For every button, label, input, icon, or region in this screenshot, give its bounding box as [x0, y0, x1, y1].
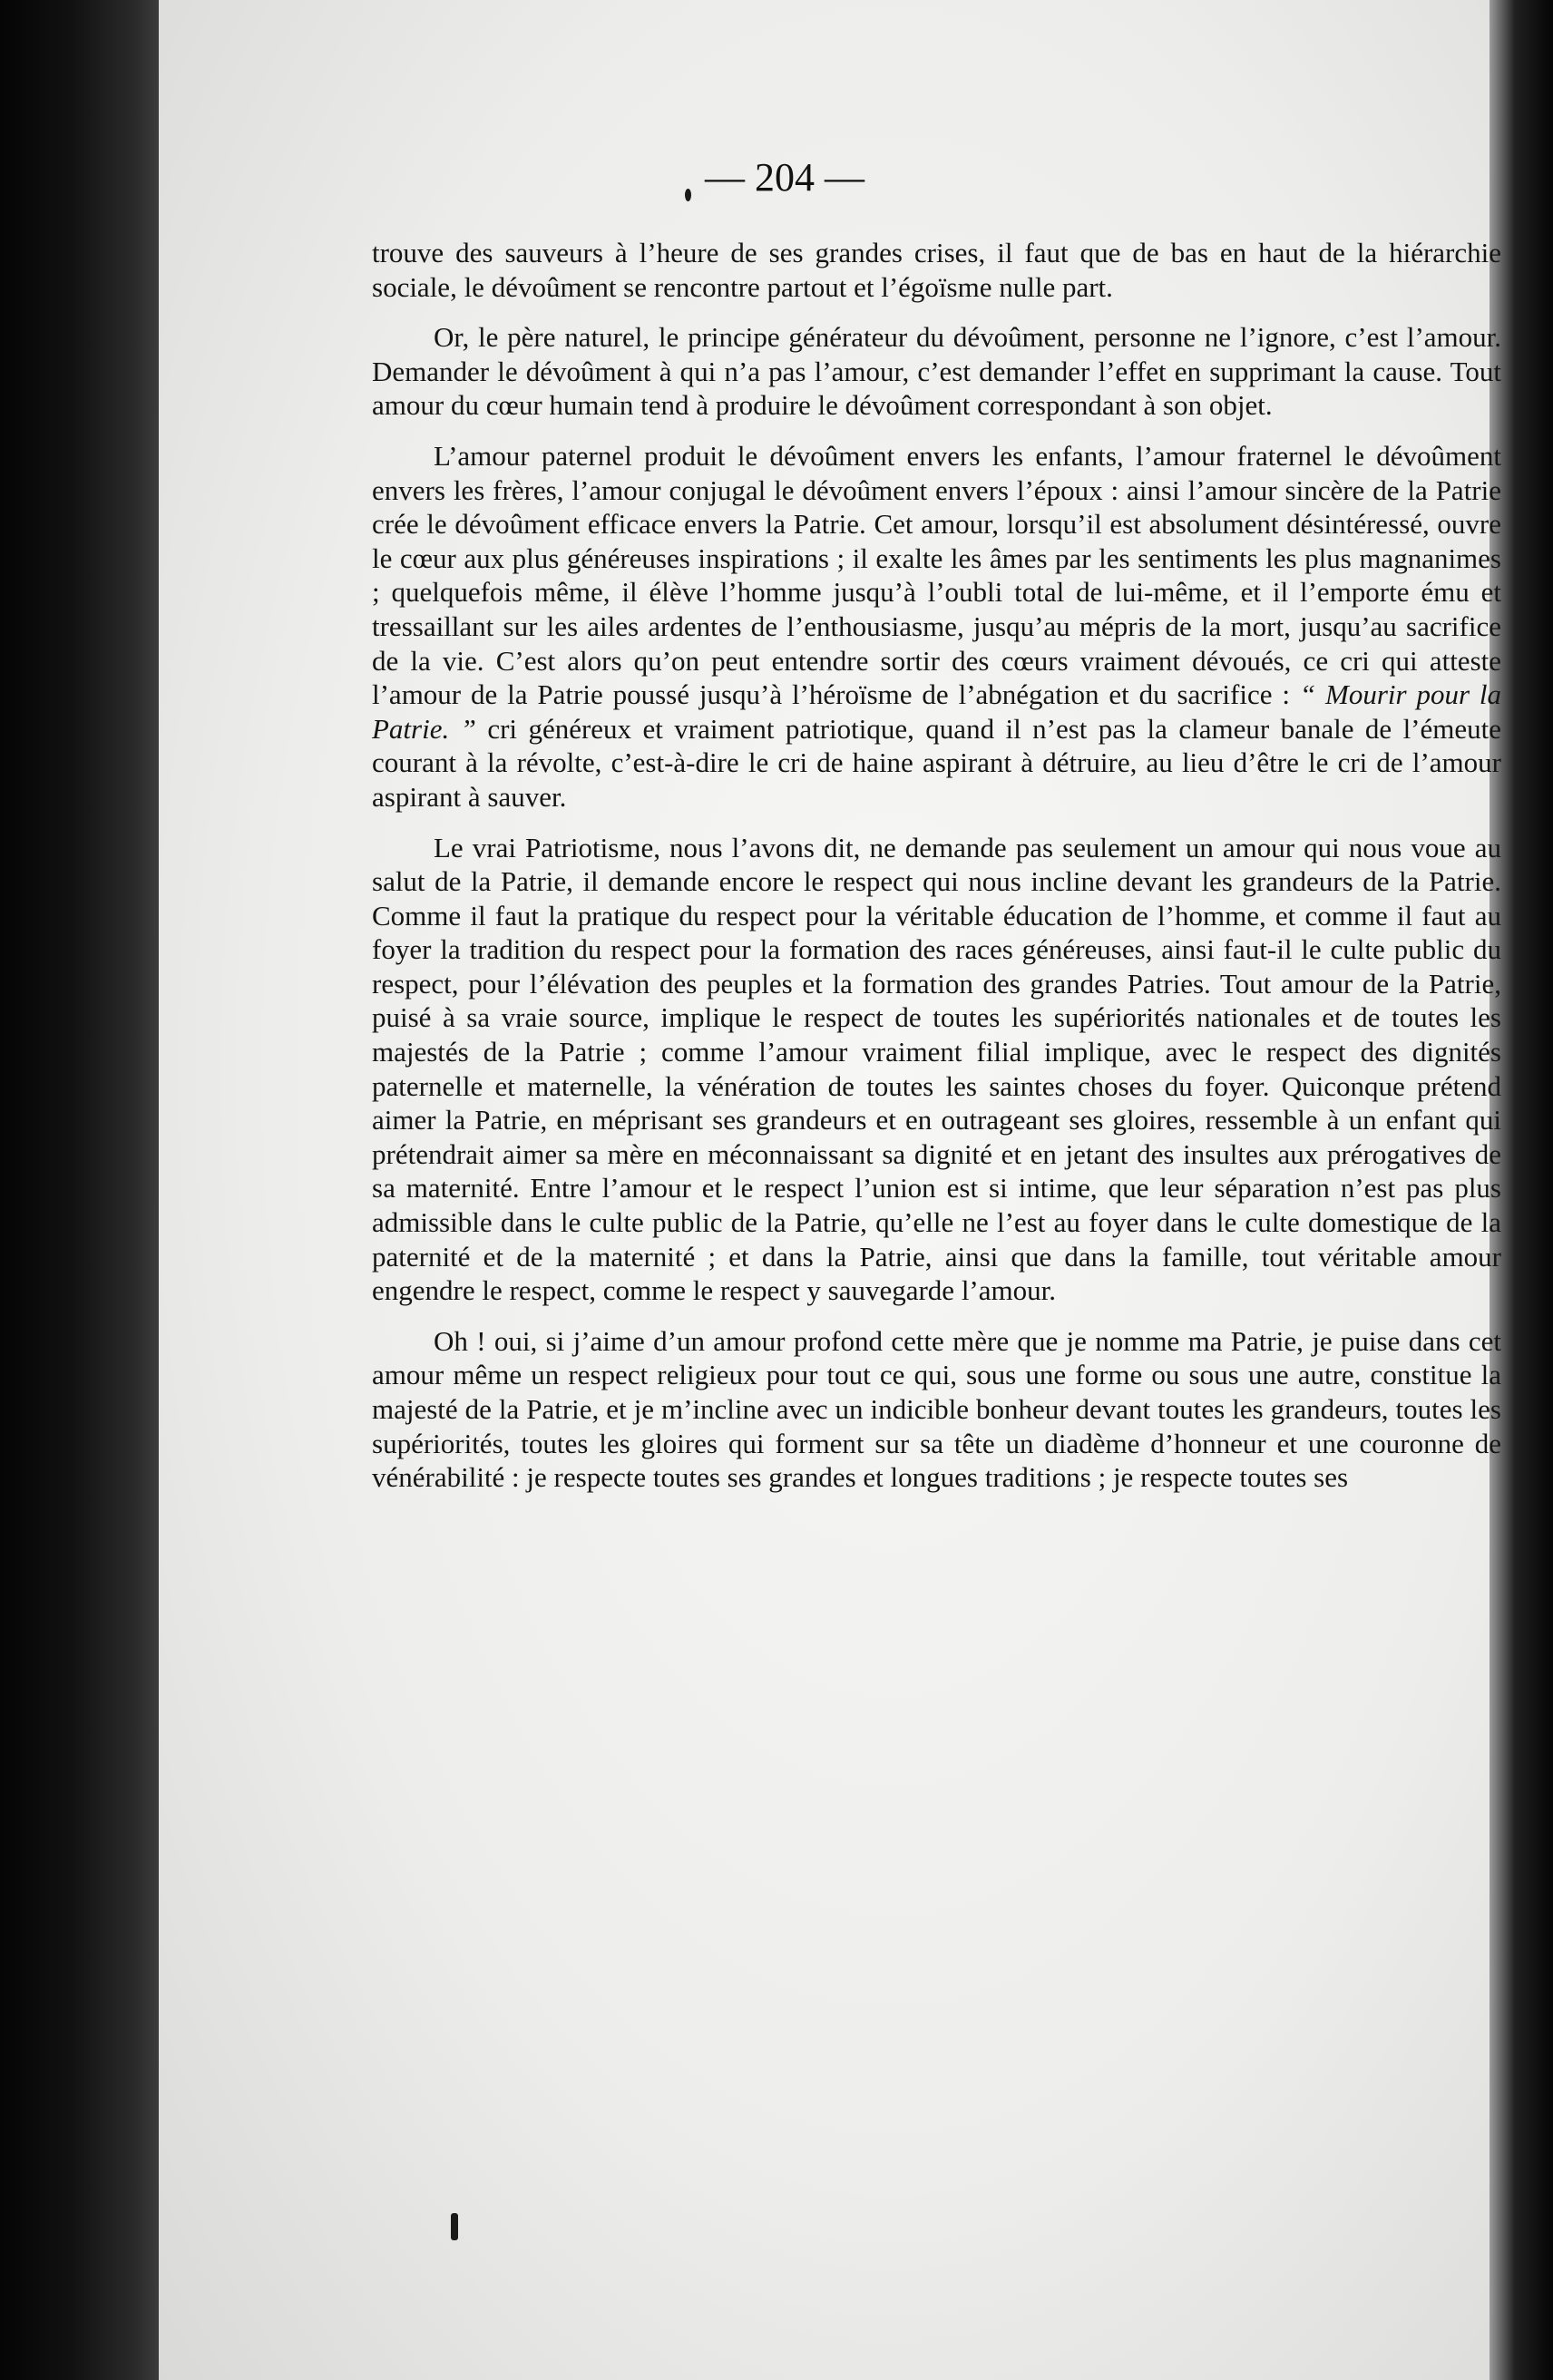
scan-border-left [0, 0, 159, 2380]
paragraph-continuation: trouve des sauveurs à l’heure de ses grandes crises, il faut que de bas en haut de la hiérarchie sociale, le dévoûment se rencontre partout et l’égoïsme nulle part. [372, 237, 1501, 303]
page-number: — 204 — [705, 155, 864, 200]
body-text [372, 236, 1501, 1511]
paragraph: Oh ! oui, si j’aime d’un amour profond cette mère que je nomme ma Patrie, je puise dans cet amour même un respect religieux pour tout ce qui, sous une forme ou sous une autre, constitue la majesté de la Patrie, et je m’incline avec un indicible bonheur devant toutes les grandeurs, toutes les supériorités, toutes les gloires qui forment sur sa tête un diadème d’honneur et une couronne de vénérabilité : je respecte toutes ses grandes et longues traditions ; je respecte toutes ses [372, 1324, 1501, 1494]
paragraph-text: cri généreux et vraiment patriotique, quand il n’est pas la clameur banale de l’émeute courant à la révolte, c’est-à-dire le cri de haine aspirant à détruire, au lieu d’être le cri de l’amour aspirant à sauver. [372, 712, 1502, 813]
ink-speck [451, 2213, 458, 2240]
paragraph-text: L’amour paternel produit le dévoûment envers les enfants, l’amour fraternel le dévoûment envers les frères, l’amour conjugal le dévoûment envers l’époux : ainsi l’amour sincère de la Patrie crée le dévoûment efficace envers la Patrie. Cet amour, lorsqu’il est absolument désintéressé, ouvre le cœur aux plus généreuses inspirations ; il exalte les âmes par les sentiments les plus magnanimes ; quelquefois même, il élève l’homme jusqu’à l’oubli total de lui-même, et il l’emporte ému et tressaillant sur les ailes ardentes de l’enthousiasme, jusqu’au mépris de la mort, jusqu’au sacrifice de la vie. C’est alors qu’on peut entendre sortir des cœurs vraiment dévoués, ce cri qui atteste l’amour de la Patrie poussé jusqu’à l’héroïsme de l’abnégation et du sacrifice : [372, 439, 1501, 711]
paragraph [372, 439, 1501, 814]
paragraph: Or, le père naturel, le principe générateur du dévoûment, personne ne l’ignore, c’est l’amour. Demander le dévoûment à qui n’a pas l’amour, c’est demander l’effet en supprimant la cause. Tout amour du cœur humain tend à produire le dévoûment correspondant à son objet. [372, 321, 1501, 422]
paragraph: Le vrai Patriotisme, nous l’avons dit, ne demande pas seulement un amour qui nous voue au salut de la Patrie, il demande encore le respect qui nous incline devant les grandeurs de la Patrie. Comme il faut la pratique du respect pour la véritable éducation de l’homme, et comme il faut au foyer la tradition du respect pour la formation des races généreuses, ainsi faut-il le culte public du respect, pour l’élévation des peuples et la formation des grandes Patries. Tout amour de la Patrie, puisé à sa vraie source, implique le respect de toutes les supériorités nationales et de toutes les majestés de la Patrie ; comme l’amour vraiment filial implique, avec le respect des dignités paternelle et maternelle, la vénération de toutes les saintes choses du foyer. Quiconque prétend aimer la Patrie, en méprisant ses grandeurs et en outrageant ses gloires, ressemble à un enfant qui prétendrait aimer sa mère en méconnaissant sa dignité et en jetant des insultes aux prérogatives de sa maternité. Entre l’amour et le respect l’union est si intime, que leur séparation n’est pas plus admissible dans le culte public de la Patrie, qu’elle ne l’est au foyer dans le culte domestique de la paternité et de la maternité ; et dans la Patrie, ainsi que dans la famille, tout véritable amour engendre le respect, comme le respect y sauvegarde l’amour. [372, 831, 1501, 1307]
italic-quote: “ Mourir pour la Patrie. ” [372, 678, 1502, 745]
